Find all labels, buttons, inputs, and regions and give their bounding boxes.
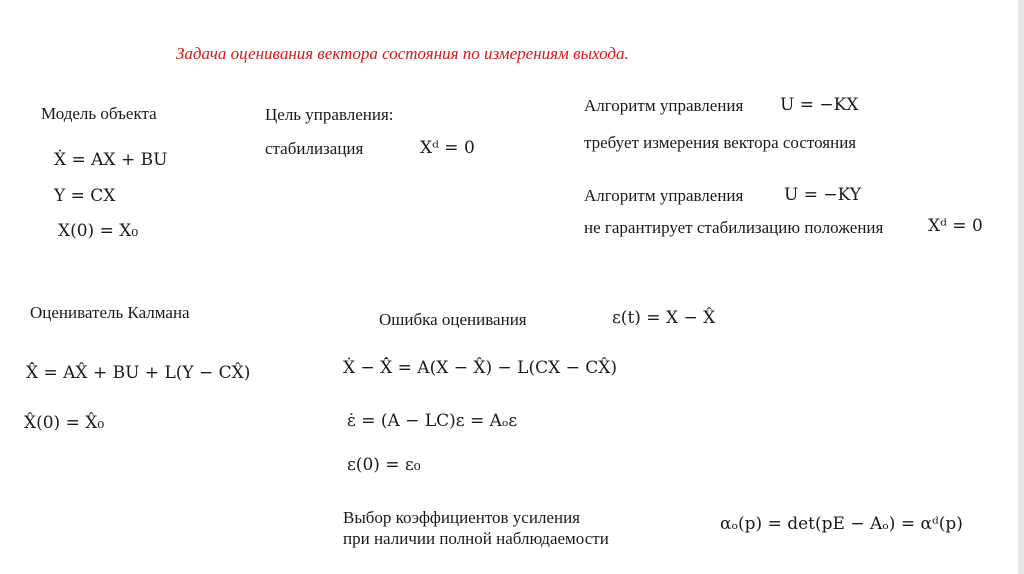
estimation-error-heading: Ошибка оценивания bbox=[379, 310, 527, 329]
error-initial-equation: ε(0) = ε₀ bbox=[347, 455, 421, 475]
slide-edge bbox=[1018, 0, 1024, 574]
algorithm1-label: Алгоритм управления bbox=[584, 96, 744, 115]
error-dynamics-equation: Ẋ − X̂̇ = A(X − X̂) − L(CX − CX̂) bbox=[343, 358, 617, 378]
kalman-heading: Оцениватель Калмана bbox=[30, 303, 190, 322]
error-definition-equation: ε(t) = X − X̂ bbox=[612, 308, 716, 328]
characteristic-polynomial-equation: αₒ(p) = det(pE − Aₒ) = αᵈ(p) bbox=[720, 514, 963, 534]
state-equation: Ẋ = AX + BU bbox=[54, 150, 168, 170]
kalman-initial-equation: X̂(0) = X̂₀ bbox=[24, 413, 105, 433]
algorithm2-note-equation: Xᵈ = 0 bbox=[928, 216, 983, 236]
kalman-estimator-equation: X̂̇ = AX̂ + BU + L(Y − CX̂) bbox=[26, 363, 251, 383]
algorithm2-equation: U = −KY bbox=[784, 185, 862, 205]
initial-condition-equation: X(0) = X₀ bbox=[58, 221, 139, 241]
desired-state-equation: Xᵈ = 0 bbox=[420, 138, 475, 158]
algorithm2-label: Алгоритм управления bbox=[584, 186, 744, 205]
error-closed-loop-equation: ε̇ = (A − LC)ε = Aₒε bbox=[347, 411, 518, 431]
gain-choice-line2: при наличии полной наблюдаемости bbox=[343, 529, 609, 548]
output-equation: Y = CX bbox=[54, 186, 116, 206]
object-model-heading: Модель объекта bbox=[41, 104, 157, 123]
algorithm2-note: не гарантирует стабилизацию положения bbox=[584, 218, 884, 237]
slide-title: Задача оценивания вектора состояния по измерениям выхода. bbox=[176, 44, 629, 63]
algorithm1-equation: U = −KX bbox=[780, 95, 859, 115]
gain-choice-line1: Выбор коэффициентов усиления bbox=[343, 508, 580, 527]
stabilization-label: стабилизация bbox=[265, 139, 364, 158]
control-goal-heading: Цель управления: bbox=[265, 105, 394, 124]
algorithm1-note: требует измерения вектора состояния bbox=[584, 133, 857, 152]
